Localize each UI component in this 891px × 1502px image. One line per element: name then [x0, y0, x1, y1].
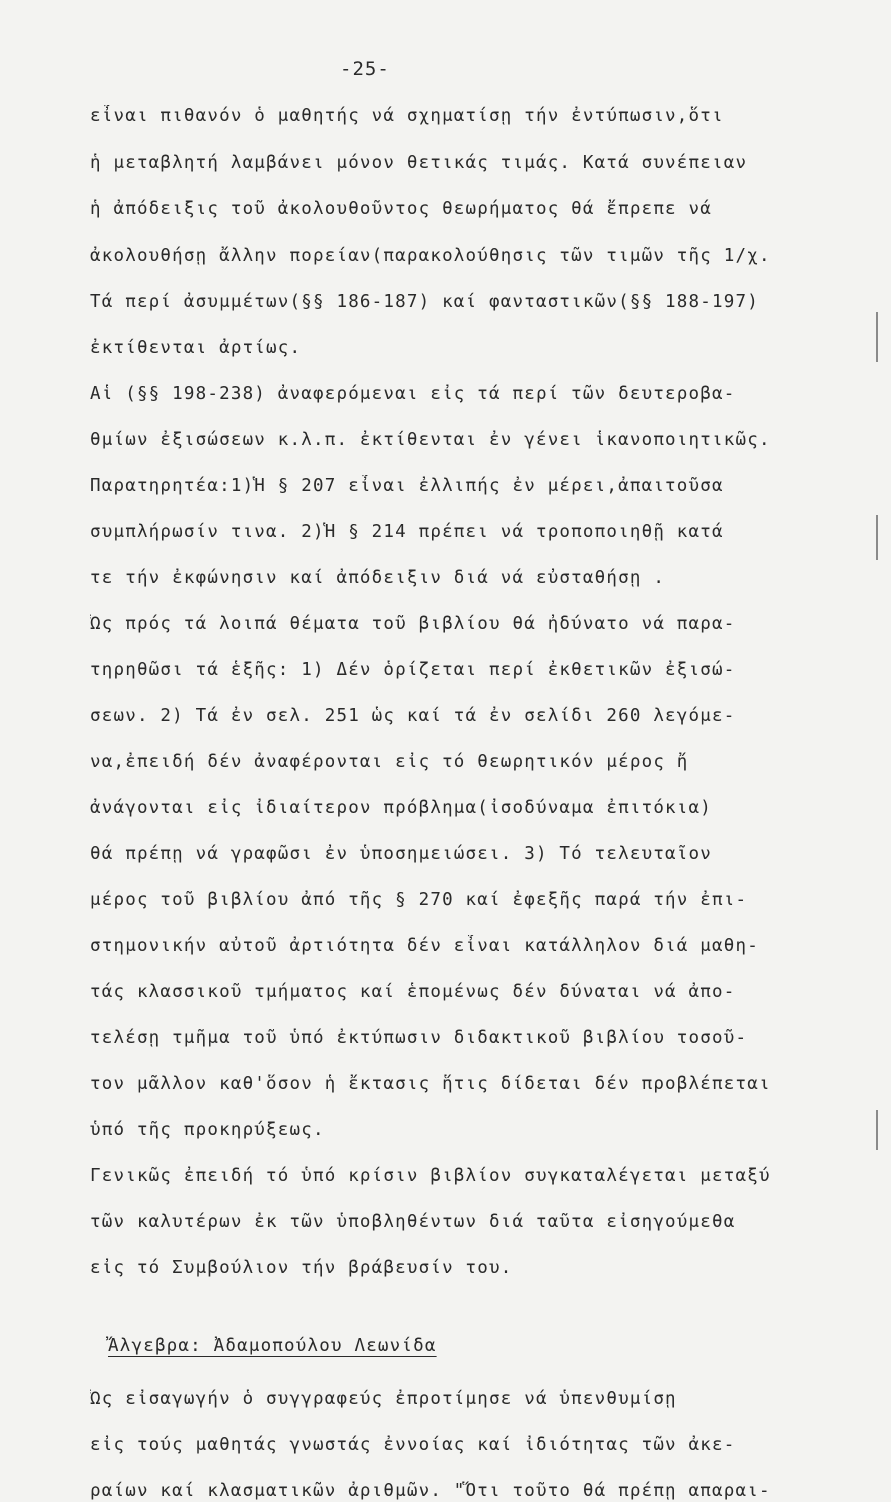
text-line: ἀκολουθήσῃ ἄλλην πορείαν(παρακολούθησις τῶν τιμῶν τῆς 1/χ. [90, 246, 771, 266]
text-line: Αἱ (§§ 198-238) ἀναφερόμεναι εἰς τά περί τῶν δευτεροβα- [90, 384, 736, 404]
text-line: στημονικήν αὐτοῦ ἀρτιότητα δέν εἶναι κατάλληλον διά μαθη- [90, 936, 759, 956]
section-heading: Ἄλγεβρα: Ἀδαμοπούλου Λεωνίδα [108, 1336, 437, 1356]
page-number: -25- [340, 58, 390, 80]
text-line: Ὡς πρός τά λοιπά θέματα τοῦ βιβλίου θά ἠδύνατο νά παρα- [90, 614, 736, 634]
text-line: εἶναι πιθανόν ὁ μαθητής νά σχηματίσῃ τήν ἐντύπωσιν,ὅτι [90, 106, 724, 126]
text-line: τε τήν ἐκφώνησιν καί ἀπόδειξιν διά νά εὐσταθήσῃ . [90, 568, 666, 588]
text-line: τῶν καλυτέρων ἐκ τῶν ὑποβληθέντων διά ταῦτα εἰσηγούμεθα [90, 1212, 736, 1232]
text-line: ραίων καί κλασματικῶν ἀριθμῶν. "Ὅτι τοῦτο θά πρέπῃ απαραι- [90, 1481, 771, 1501]
text-line: ἀνάγονται εἰς ἰδιαίτερον πρόβλημα(ἰσοδύναμα ἐπιτόκια) [90, 798, 713, 818]
text-line: Ὡς εἰσαγωγήν ὁ συγγραφεύς ἐπροτίμησε νά ὑπενθυμίσῃ [90, 1389, 677, 1409]
text-line: σεων. 2) Τά ἐν σελ. 251 ὡς καί τά ἐν σελίδι 260 λεγόμε- [90, 706, 736, 726]
text-line: συμπλήρωσίν τινα. 2)Ἡ § 214 πρέπει νά τροποποιηθῇ κατά [90, 522, 724, 542]
text-line: να,ἐπειδή δέν ἀναφέρονται εἰς τό θεωρητικόν μέρος ἤ [90, 752, 689, 772]
text-line: τελέσῃ τμῆμα τοῦ ὑπό ἐκτύπωσιν διδακτικοῦ βιβλίου τοσοῦ- [90, 1028, 748, 1048]
text-line: Παρατηρητέα:1)Ἡ § 207 εἶναι ἐλλιπής ἐν μέρει,ἀπαιτοῦσα [90, 476, 724, 496]
text-line: Τά περί ἀσυμμέτων(§§ 186-187) καί φανταστικῶν(§§ 188-197) [90, 292, 759, 312]
text-line: ὑπό τῆς προκηρύξεως. [90, 1120, 325, 1140]
text-line: Γενικῶς ἐπειδή τό ὑπό κρίσιν βιβλίον συγκαταλέγεται μεταξύ [90, 1166, 771, 1186]
text-line: ἡ ἀπόδειξις τοῦ ἀκολουθοῦντος θεωρήματος θά ἔπρεπε νά [90, 199, 713, 219]
text-line: τηρηθῶσι τά ἑξῆς: 1) Δέν ὁρίζεται περί ἐκθετικῶν ἐξισώ- [90, 660, 736, 680]
scan-edge-mark [876, 1110, 878, 1150]
text-line: εἰς τό Συμβούλιον τήν βράβευσίν του. [90, 1258, 513, 1278]
text-line: θμίων ἐξισώσεων κ.λ.π. ἐκτίθενται ἐν γένει ἱκανοποιητικῶς. [90, 430, 771, 450]
text-line: εἰς τούς μαθητάς γνωστάς ἐννοίας καί ἰδιότητας τῶν ἀκε- [90, 1435, 736, 1455]
text-line: τάς κλασσικοῦ τμήματος καί ἑπομένως δέν δύναται νά ἀπο- [90, 982, 736, 1002]
scan-edge-mark [876, 312, 878, 362]
text-line: μέρος τοῦ βιβλίου ἀπό τῆς § 270 καί ἐφεξῆς παρά τήν ἐπι- [90, 890, 748, 910]
text-line: ἡ μεταβλητή λαμβάνει μόνον θετικάς τιμάς. Κατά συνέπειαν [90, 153, 748, 173]
text-line: τον μᾶλλον καθ'ὅσον ἡ ἔκτασις ἥτις δίδεται δέν προβλέπεται [90, 1074, 771, 1094]
text-line: ἐκτίθενται ἀρτίως. [90, 338, 302, 358]
text-line: θά πρέπῃ νά γραφῶσι ἐν ὑποσημειώσει. 3) Τό τελευταῖον [90, 844, 713, 864]
scan-edge-mark [876, 515, 878, 560]
